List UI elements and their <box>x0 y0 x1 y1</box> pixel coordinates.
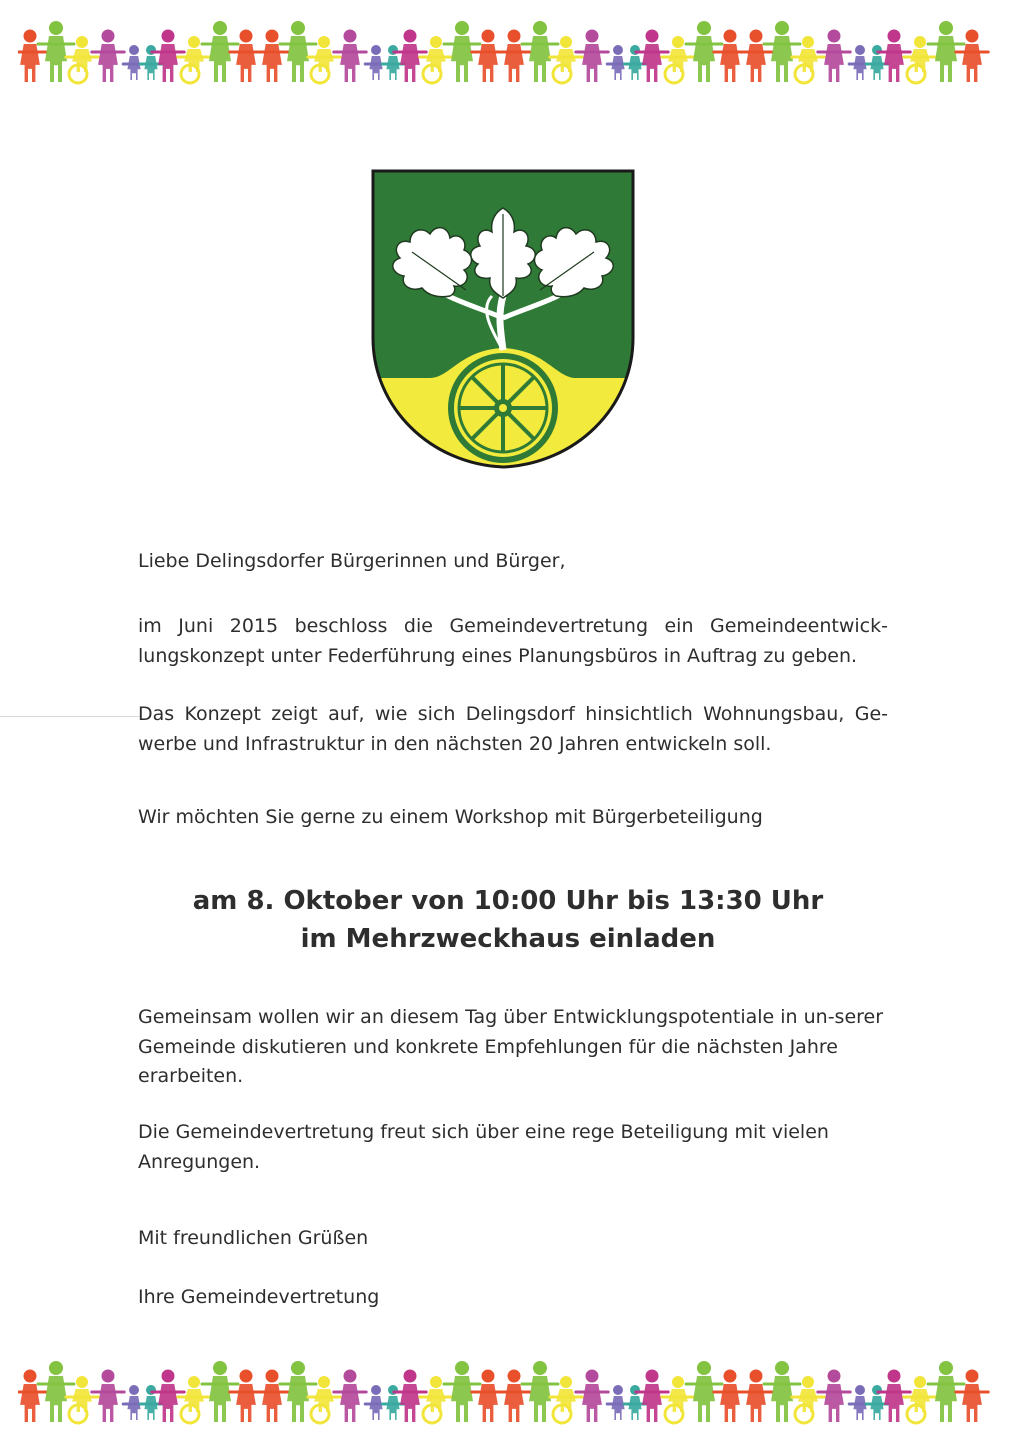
person-figure-icon <box>472 30 504 83</box>
event-announcement <box>138 882 878 958</box>
person-figure-icon <box>740 1370 772 1423</box>
closing-phrase: Mit freundlichen Grüßen <box>138 1227 369 1249</box>
event-date-time: am 8. Oktober von 10:00 Uhr bis 13:30 Uhr <box>192 886 824 916</box>
people-chain-border-top-icon <box>18 14 1002 86</box>
fold-mark-line <box>0 716 140 717</box>
people-chain-border-bottom-icon <box>18 1354 1002 1426</box>
person-figure-icon <box>740 30 772 83</box>
signature: Ihre Gemeindevertretung <box>138 1286 380 1308</box>
person-figure-icon <box>956 1370 988 1423</box>
person-figure-icon <box>256 30 288 83</box>
person-figure-icon <box>498 1370 530 1423</box>
person-figure-icon <box>956 30 988 83</box>
paragraph-invitation: Wir möchten Sie gerne zu einem Workshop mit Bürgerbeteiligung <box>138 806 763 828</box>
paragraph-decision: im Juni 2015 beschloss die Gemeindevertretung ein Gemeindeentwick-lungskonzept unter Federführung eines Planungsbüros in Auftrag zu geben. <box>138 615 888 667</box>
person-figure-icon <box>714 1370 746 1423</box>
paragraph-concept: Das Konzept zeigt auf, wie sich Delingsdorf hinsichtlich Wohnungsbau, Ge-werbe und Infrastruktur in den nächsten 20 Jahren entwickeln soll. <box>138 703 888 755</box>
person-figure-icon <box>18 1370 46 1423</box>
event-location: im Mehrzweckhaus einladen <box>300 924 716 954</box>
person-figure-icon <box>714 30 746 83</box>
person-figure-icon <box>498 30 530 83</box>
person-figure-icon <box>18 30 46 83</box>
coat-of-arms-icon <box>370 168 636 470</box>
person-figure-icon <box>230 1370 262 1423</box>
person-figure-icon <box>472 1370 504 1423</box>
person-figure-icon <box>256 1370 288 1423</box>
salutation: Liebe Delingsdorfer Bürgerinnen und Bürger, <box>138 550 566 572</box>
paragraph-participation: Die Gemeindevertretung freut sich über eine rege Beteiligung mit vielen Anregungen. <box>138 1121 829 1173</box>
paragraph-workshop-goal: Gemeinsam wollen wir an diesem Tag über Entwicklungspotentiale in un-serer Gemeinde diskutieren und konkrete Empfehlungen für die nächsten Jahre erarbeiten. <box>138 1006 884 1087</box>
person-figure-icon <box>230 30 262 83</box>
